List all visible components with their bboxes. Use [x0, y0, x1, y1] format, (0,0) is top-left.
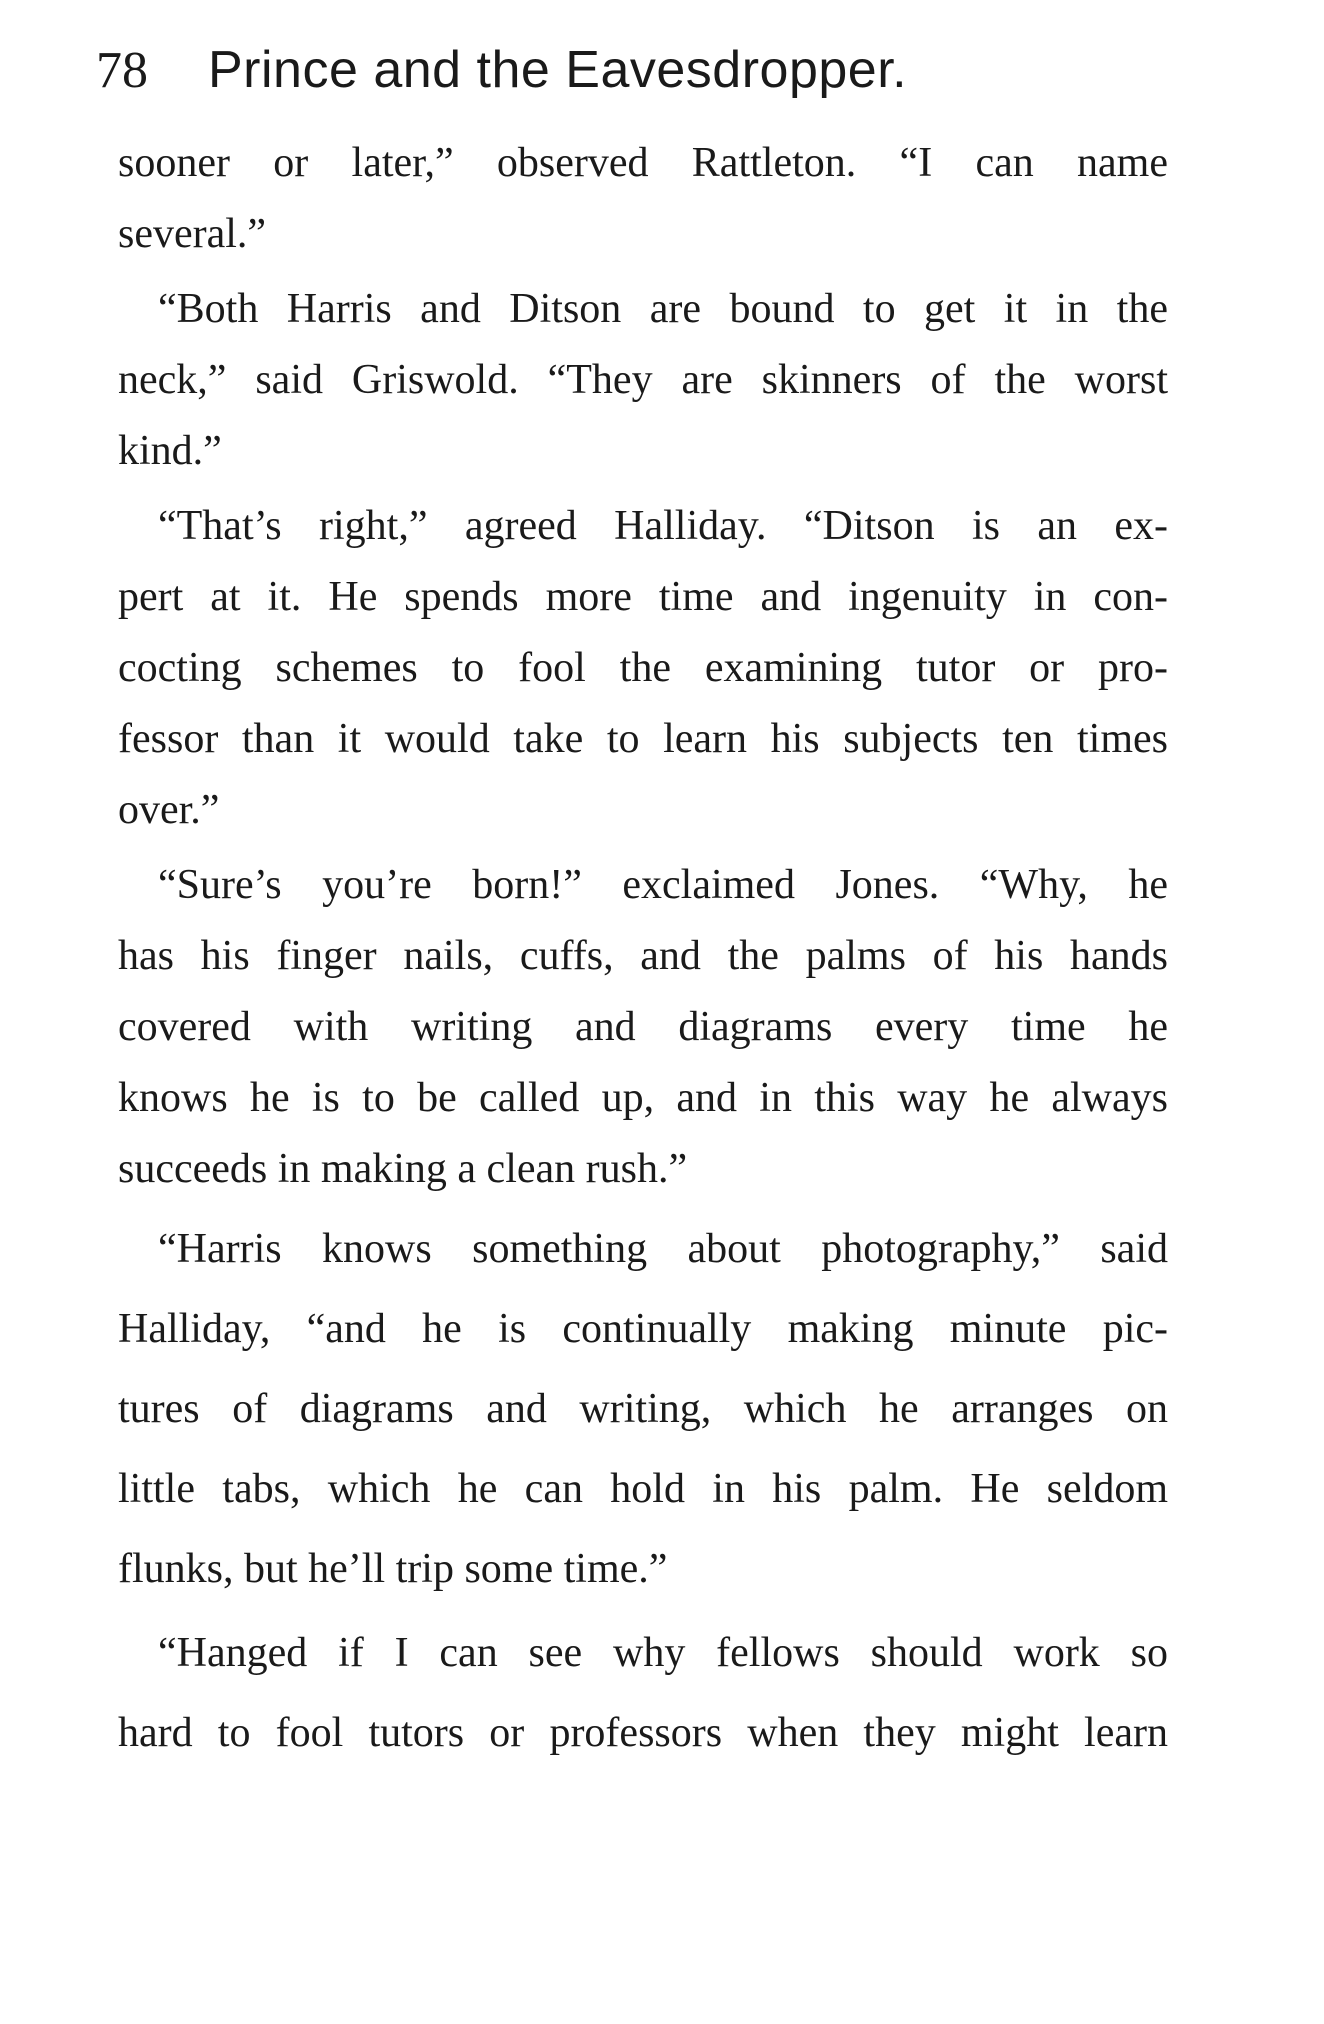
text-line: tures of diagrams and writing, which he arranges on	[118, 1386, 1168, 1432]
text-line: “Both Harris and Ditson are bound to get it in the	[158, 286, 1168, 332]
paragraph-1	[118, 128, 1168, 270]
page-header	[96, 30, 1196, 110]
text-line: kind.”	[118, 428, 222, 474]
text-line: “Harris knows something about photography,” said	[158, 1226, 1168, 1272]
text-line: several.”	[118, 211, 267, 257]
text-line: “Hanged if I can see why fellows should work so	[158, 1630, 1168, 1676]
text-line: knows he is to be called up, and in this way he always	[118, 1075, 1168, 1121]
text-line: “Sure’s you’re born!” exclaimed Jones. “Why, he	[158, 862, 1168, 908]
text-line: little tabs, which he can hold in his palm. He seldom	[118, 1466, 1168, 1512]
paragraph-2	[118, 274, 1168, 487]
text-line: Halliday, “and he is continually making minute pic-	[118, 1306, 1168, 1352]
text-line: over.”	[118, 787, 220, 833]
page-number: 78	[96, 42, 148, 99]
text-line: “That’s right,” agreed Halliday. “Ditson is an ex-	[158, 503, 1168, 549]
text-line: sooner or later,” observed Rattleton. “I can name	[118, 140, 1168, 186]
text-line: pert at it. He spends more time and ingenuity in con-	[118, 574, 1168, 620]
text-line: cocting schemes to fool the examining tutor or pro-	[118, 645, 1168, 691]
text-line: succeeds in making a clean rush.”	[118, 1146, 688, 1192]
text-line: flunks, but he’ll trip some time.”	[118, 1546, 668, 1592]
text-line: covered with writing and diagrams every time he	[118, 1004, 1168, 1050]
text-line: neck,” said Griswold. “They are skinners of the worst	[118, 357, 1168, 403]
text-line: has his finger nails, cuffs, and the palms of his hands	[118, 933, 1168, 979]
body-text	[118, 128, 1168, 1773]
running-title: Prince and the Eavesdropper.	[208, 41, 908, 99]
paragraph-4	[118, 850, 1168, 1205]
text-line: fessor than it would take to learn his subjects ten times	[118, 716, 1168, 762]
paragraph-5	[118, 1209, 1168, 1609]
text-line: hard to fool tutors or professors when they might learn	[118, 1710, 1168, 1756]
paragraph-3	[118, 491, 1168, 846]
paragraph-6	[118, 1613, 1168, 1773]
